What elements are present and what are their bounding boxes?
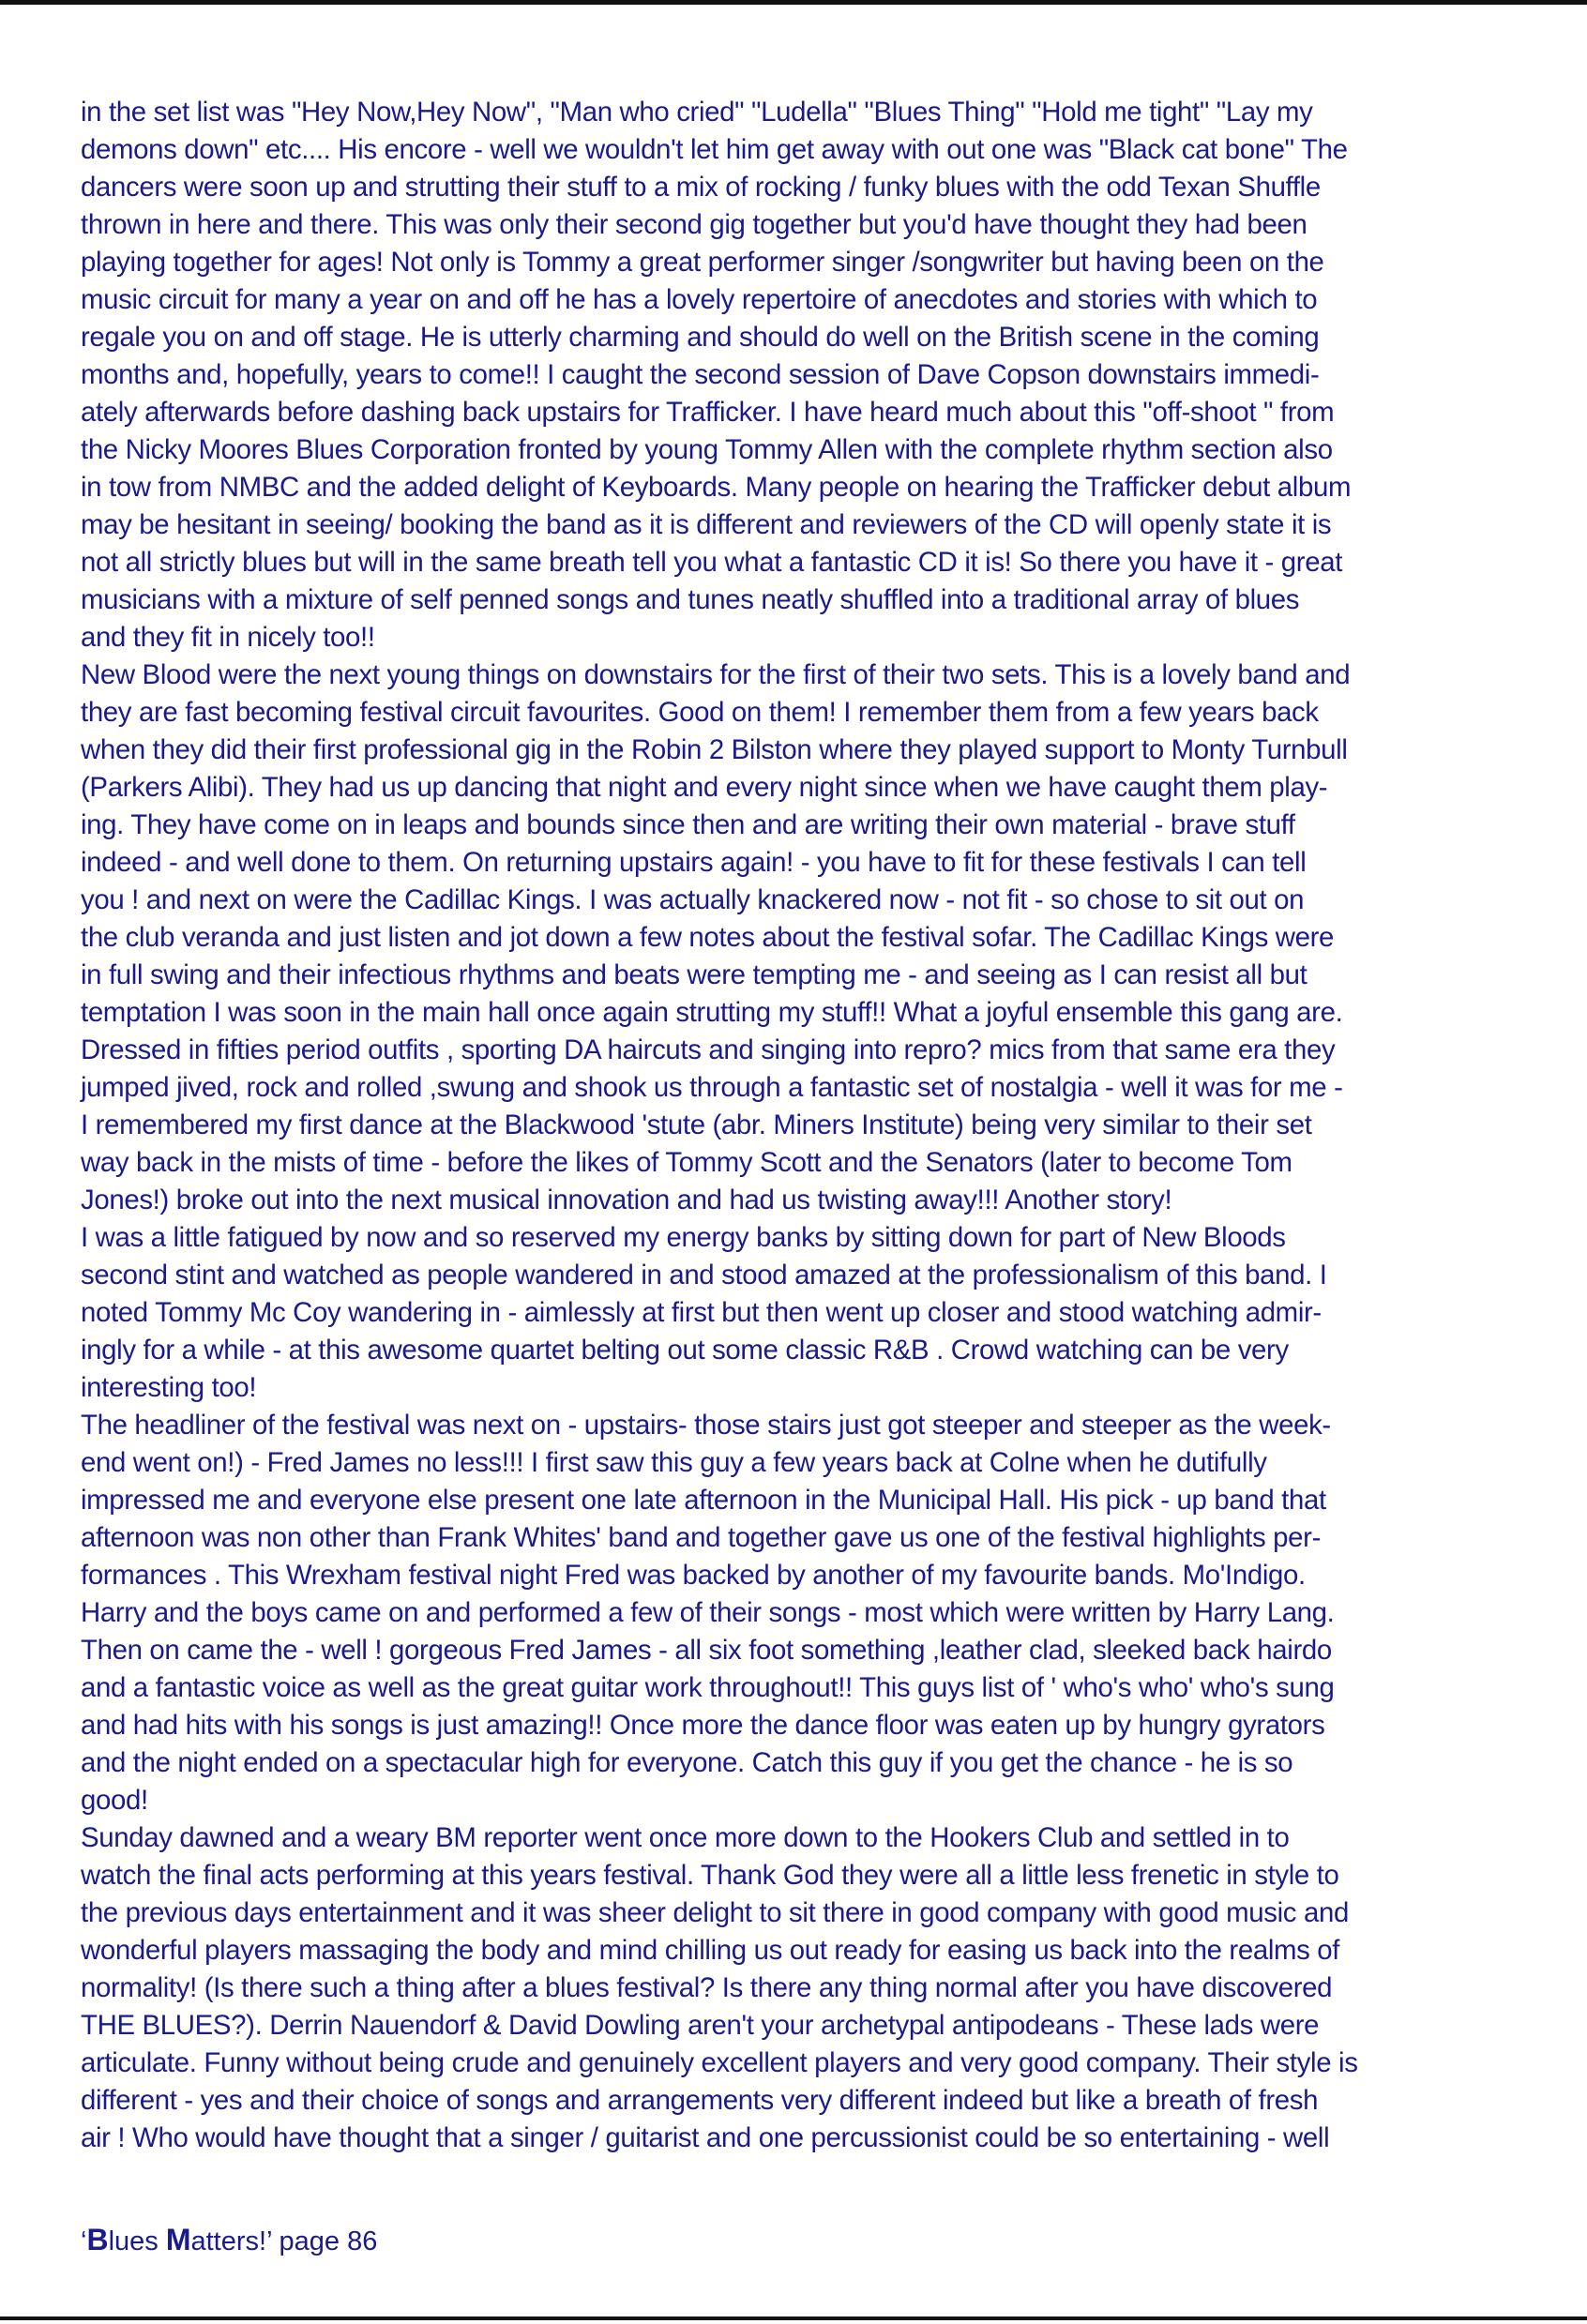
text-line: Sunday dawned and a weary BM reporter went once more down to the Hookers Club and settled in to xyxy=(81,1822,1290,1853)
text-line: I was a little fatigued by now and so reserved my energy banks by sitting down for part of New Bloods xyxy=(81,1222,1286,1253)
text-line: noted Tommy Mc Coy wandering in - aimlessly at first but then went up closer and stood watching admir- xyxy=(81,1297,1322,1328)
text-line: musicians with a mixture of self penned songs and tunes neatly shuffled into a traditional array of blues xyxy=(81,584,1300,615)
text-line: Dressed in fifties period outfits , sporting DA haircuts and singing into repro? mics from that same era they xyxy=(81,1034,1336,1065)
text-line: ing. They have come on in leaps and bounds since then and are writing their own material - brave stuff xyxy=(81,809,1295,840)
text-line: (Parkers Alibi). They had us up dancing that night and every night since when we have caught them play- xyxy=(81,772,1328,803)
text-line: regale you on and off stage. He is utterly charming and should do well on the British scene in the coming xyxy=(81,322,1320,353)
text-line: way back in the mists of time - before the likes of Tommy Scott and the Senators (later to become Tom xyxy=(81,1147,1292,1178)
text-line: New Blood were the next young things on downstairs for the first of their two sets. This is a lovely band and xyxy=(81,659,1351,690)
text-line: formances . This Wrexham festival night Fred was backed by another of my favourite bands. Mo'Indigo. xyxy=(81,1560,1306,1591)
text-line: not all strictly blues but will in the same breath tell you what a fantastic CD it is! So there you have it - great xyxy=(81,547,1343,578)
text-line: THE BLUES?). Derrin Nauendorf & David Dowling aren't your archetypal antipodeans - These lads were xyxy=(81,2010,1320,2041)
text-line: impressed me and everyone else present one late afternoon in the Municipal Hall. His pick - up band that xyxy=(81,1485,1326,1516)
text-line: different - yes and their choice of songs and arrangements very different indeed but like a breath of fresh xyxy=(81,2085,1319,2116)
text-line: demons down" etc.... His encore - well we wouldn't let him get away with out one was "Black cat bone" The xyxy=(81,134,1348,165)
footer-atters: atters!’ xyxy=(190,2226,272,2256)
text-line: they are fast becoming festival circuit favourites. Good on them! I remember them from a few years back xyxy=(81,697,1319,728)
footer-initial-b: B xyxy=(86,2223,109,2256)
text-line: thrown in here and there. This was only their second gig together but you'd have thought they had been xyxy=(81,209,1307,240)
text-line: playing together for ages! Not only is Tommy a great performer singer /songwriter but having been on the xyxy=(81,247,1324,278)
footer-initial-m: M xyxy=(165,2223,191,2256)
footer-open-quote: ‘ xyxy=(81,2226,87,2256)
text-line: temptation I was soon in the main hall once again strutting my stuff!! What a joyful ensemble this gang are. xyxy=(81,997,1343,1028)
text-line: Jones!) broke out into the next musical innovation and had us twisting away!!! Another story! xyxy=(81,1185,1172,1215)
text-line: you ! and next on were the Cadillac Kings. I was actually knackered now - not fit - so chose to sit out on xyxy=(81,884,1305,915)
article-body xyxy=(81,94,1506,2157)
text-line: months and, hopefully, years to come!! I caught the second session of Dave Copson downstairs immedi- xyxy=(81,359,1320,390)
text-line: afternoon was non other than Frank Whites' band and together gave us one of the festival highlights per- xyxy=(81,1522,1322,1553)
text-line: I remembered my first dance at the Blackwood 'stute (abr. Miners Institute) being very similar to their set xyxy=(81,1109,1312,1140)
text-line: in full swing and their infectious rhythms and beats were tempting me - and seeing as I can resist all but xyxy=(81,959,1307,990)
text-line: wonderful players massaging the body and mind chilling us out ready for easing us back into the realms of xyxy=(81,1935,1340,1966)
text-line: ingly for a while - at this awesome quartet belting out some classic R&B . Crowd watching can be very xyxy=(81,1335,1289,1366)
text-line: normality! (Is there such a thing after a blues festival? Is there any thing normal after you have discovered xyxy=(81,1972,1333,2003)
text-line: ately afterwards before dashing back upstairs for Trafficker. I have heard much about this "off-shoot " from xyxy=(81,397,1335,428)
text-line: the club veranda and just listen and jot down a few notes about the festival sofar. The Cadillac Kings were xyxy=(81,922,1335,953)
text-line: in tow from NMBC and the added delight of Keyboards. Many people on hearing the Trafficker debut album xyxy=(81,472,1352,503)
text-line: in the set list was "Hey Now,Hey Now", "Man who cried" "Ludella" "Blues Thing" "Hold me tight" "Lay my xyxy=(81,97,1313,128)
text-line: interesting too! xyxy=(81,1372,257,1403)
text-line: air ! Who would have thought that a singer / guitarist and one percussionist could be so entertaining - well xyxy=(81,2122,1330,2153)
text-line: jumped jived, rock and rolled ,swung and shook us through a fantastic set of nostalgia - well it was for me - xyxy=(81,1072,1343,1103)
text-line: Then on came the - well ! gorgeous Fred James - all six foot something ,leather clad, sleeked back hairdo xyxy=(81,1635,1332,1666)
top-rule xyxy=(0,0,1587,5)
text-line: may be hesitant in seeing/ booking the band as it is different and reviewers of the CD will openly state it is xyxy=(81,509,1332,540)
text-line: and they fit in nicely too!! xyxy=(81,622,375,653)
text-line: dancers were soon up and strutting their stuff to a mix of rocking / funky blues with the odd Texan Shuffle xyxy=(81,172,1321,203)
text-line: The headliner of the festival was next on - upstairs- those stairs just got steeper and steeper as the week- xyxy=(81,1410,1331,1441)
text-line: watch the final acts performing at this years festival. Thank God they were all a little less frenetic in style to xyxy=(81,1860,1339,1891)
text-line: the Nicky Moores Blues Corporation fronted by young Tommy Allen with the complete rhythm section also xyxy=(81,434,1333,465)
text-line: when they did their first professional gig in the Robin 2 Bilston where they played support to Monty Turnbull xyxy=(81,734,1348,765)
text-line: and had hits with his songs is just amazing!! Once more the dance floor was eaten up by hungry gyrators xyxy=(81,1710,1325,1741)
text-line: the previous days entertainment and it was sheer delight to sit there in good company with good music and xyxy=(81,1897,1349,1928)
text-line: end went on!) - Fred James no less!!! I first saw this guy a few years back at Colne when he dutifully xyxy=(81,1447,1267,1478)
footer-page-number: page 86 xyxy=(271,2226,378,2256)
footer-lues: lues xyxy=(108,2226,166,2256)
text-line: and a fantastic voice as well as the great guitar work throughout!! This guys list of ' who's who' who's sung xyxy=(81,1672,1335,1703)
text-line: second stint and watched as people wandered in and stood amazed at the professionalism of this band. I xyxy=(81,1260,1327,1290)
page-footer xyxy=(81,2223,377,2257)
text-line: and the night ended on a spectacular high for everyone. Catch this guy if you get the chance - he is so xyxy=(81,1747,1293,1778)
text-line: indeed - and well done to them. On returning upstairs again! - you have to fit for these festivals I can tell xyxy=(81,847,1307,878)
text-line: music circuit for many a year on and off he has a lovely repertoire of anecdotes and stories with which to xyxy=(81,284,1318,315)
text-line: Harry and the boys came on and performed a few of their songs - most which were written by Harry Lang. xyxy=(81,1597,1335,1628)
bottom-rule xyxy=(0,2316,1587,2320)
text-line: good! xyxy=(81,1785,148,1816)
text-line: articulate. Funny without being crude and genuinely excellent players and very good company. Their style is xyxy=(81,2047,1358,2078)
